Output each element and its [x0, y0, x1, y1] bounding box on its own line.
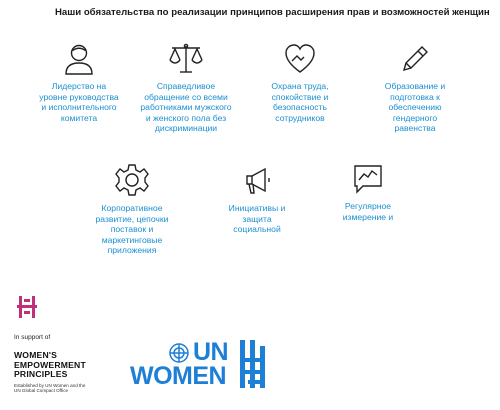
- principle-measurement: [323, 162, 413, 222]
- in-support-text: In support of: [14, 334, 51, 341]
- women-text: WOMEN: [130, 362, 227, 390]
- principle-community-advocacy: [212, 162, 302, 235]
- heart-icon: [250, 42, 350, 76]
- un-women-logo: [130, 340, 270, 390]
- equality-symbol-icon: [238, 340, 268, 393]
- wep-subtitle: Established by UN Women and the UN Global Compact Office: [14, 382, 86, 394]
- pencil-icon: [365, 42, 465, 76]
- principle-fair-treatment: [125, 42, 247, 134]
- principle-enterprise-development: [82, 162, 182, 256]
- company-logo-icon: [17, 296, 37, 323]
- wep-title: WOMEN'S EMPOWERMENT PRINCIPLES: [14, 350, 86, 380]
- wep-logo: [14, 351, 104, 394]
- principle-label: Справедливое обращение со всеми работниками мужского и женского пола без дискриминации: [140, 81, 232, 134]
- principle-label: Лидерство на уровне руководства и исполнительного комитета: [39, 81, 119, 123]
- chart-icon: [323, 162, 413, 196]
- principle-label: Регулярное измерение и: [342, 201, 394, 222]
- principle-label: Образование и подготовка к обеспечению гендерного равенства: [384, 81, 446, 134]
- principle-leadership: [28, 42, 130, 123]
- principle-health-safety: [250, 42, 350, 123]
- principle-label: Инициативы и защита социальной: [228, 203, 286, 235]
- person-icon: [28, 42, 130, 76]
- gear-icon: [82, 162, 182, 198]
- scales-icon: [125, 42, 247, 76]
- un-text: UN: [193, 338, 229, 366]
- megaphone-icon: [212, 162, 302, 198]
- principle-label: Охрана труда, спокойствие и безопасность сотрудников: [271, 81, 329, 123]
- principle-education: [365, 42, 465, 134]
- page-title: Наши обязательства по реализации принципов расширения прав и возможностей женщин: [55, 7, 490, 18]
- principle-label: Корпоративное развитие, цепочки поставок и маркетинговые приложения: [95, 203, 169, 256]
